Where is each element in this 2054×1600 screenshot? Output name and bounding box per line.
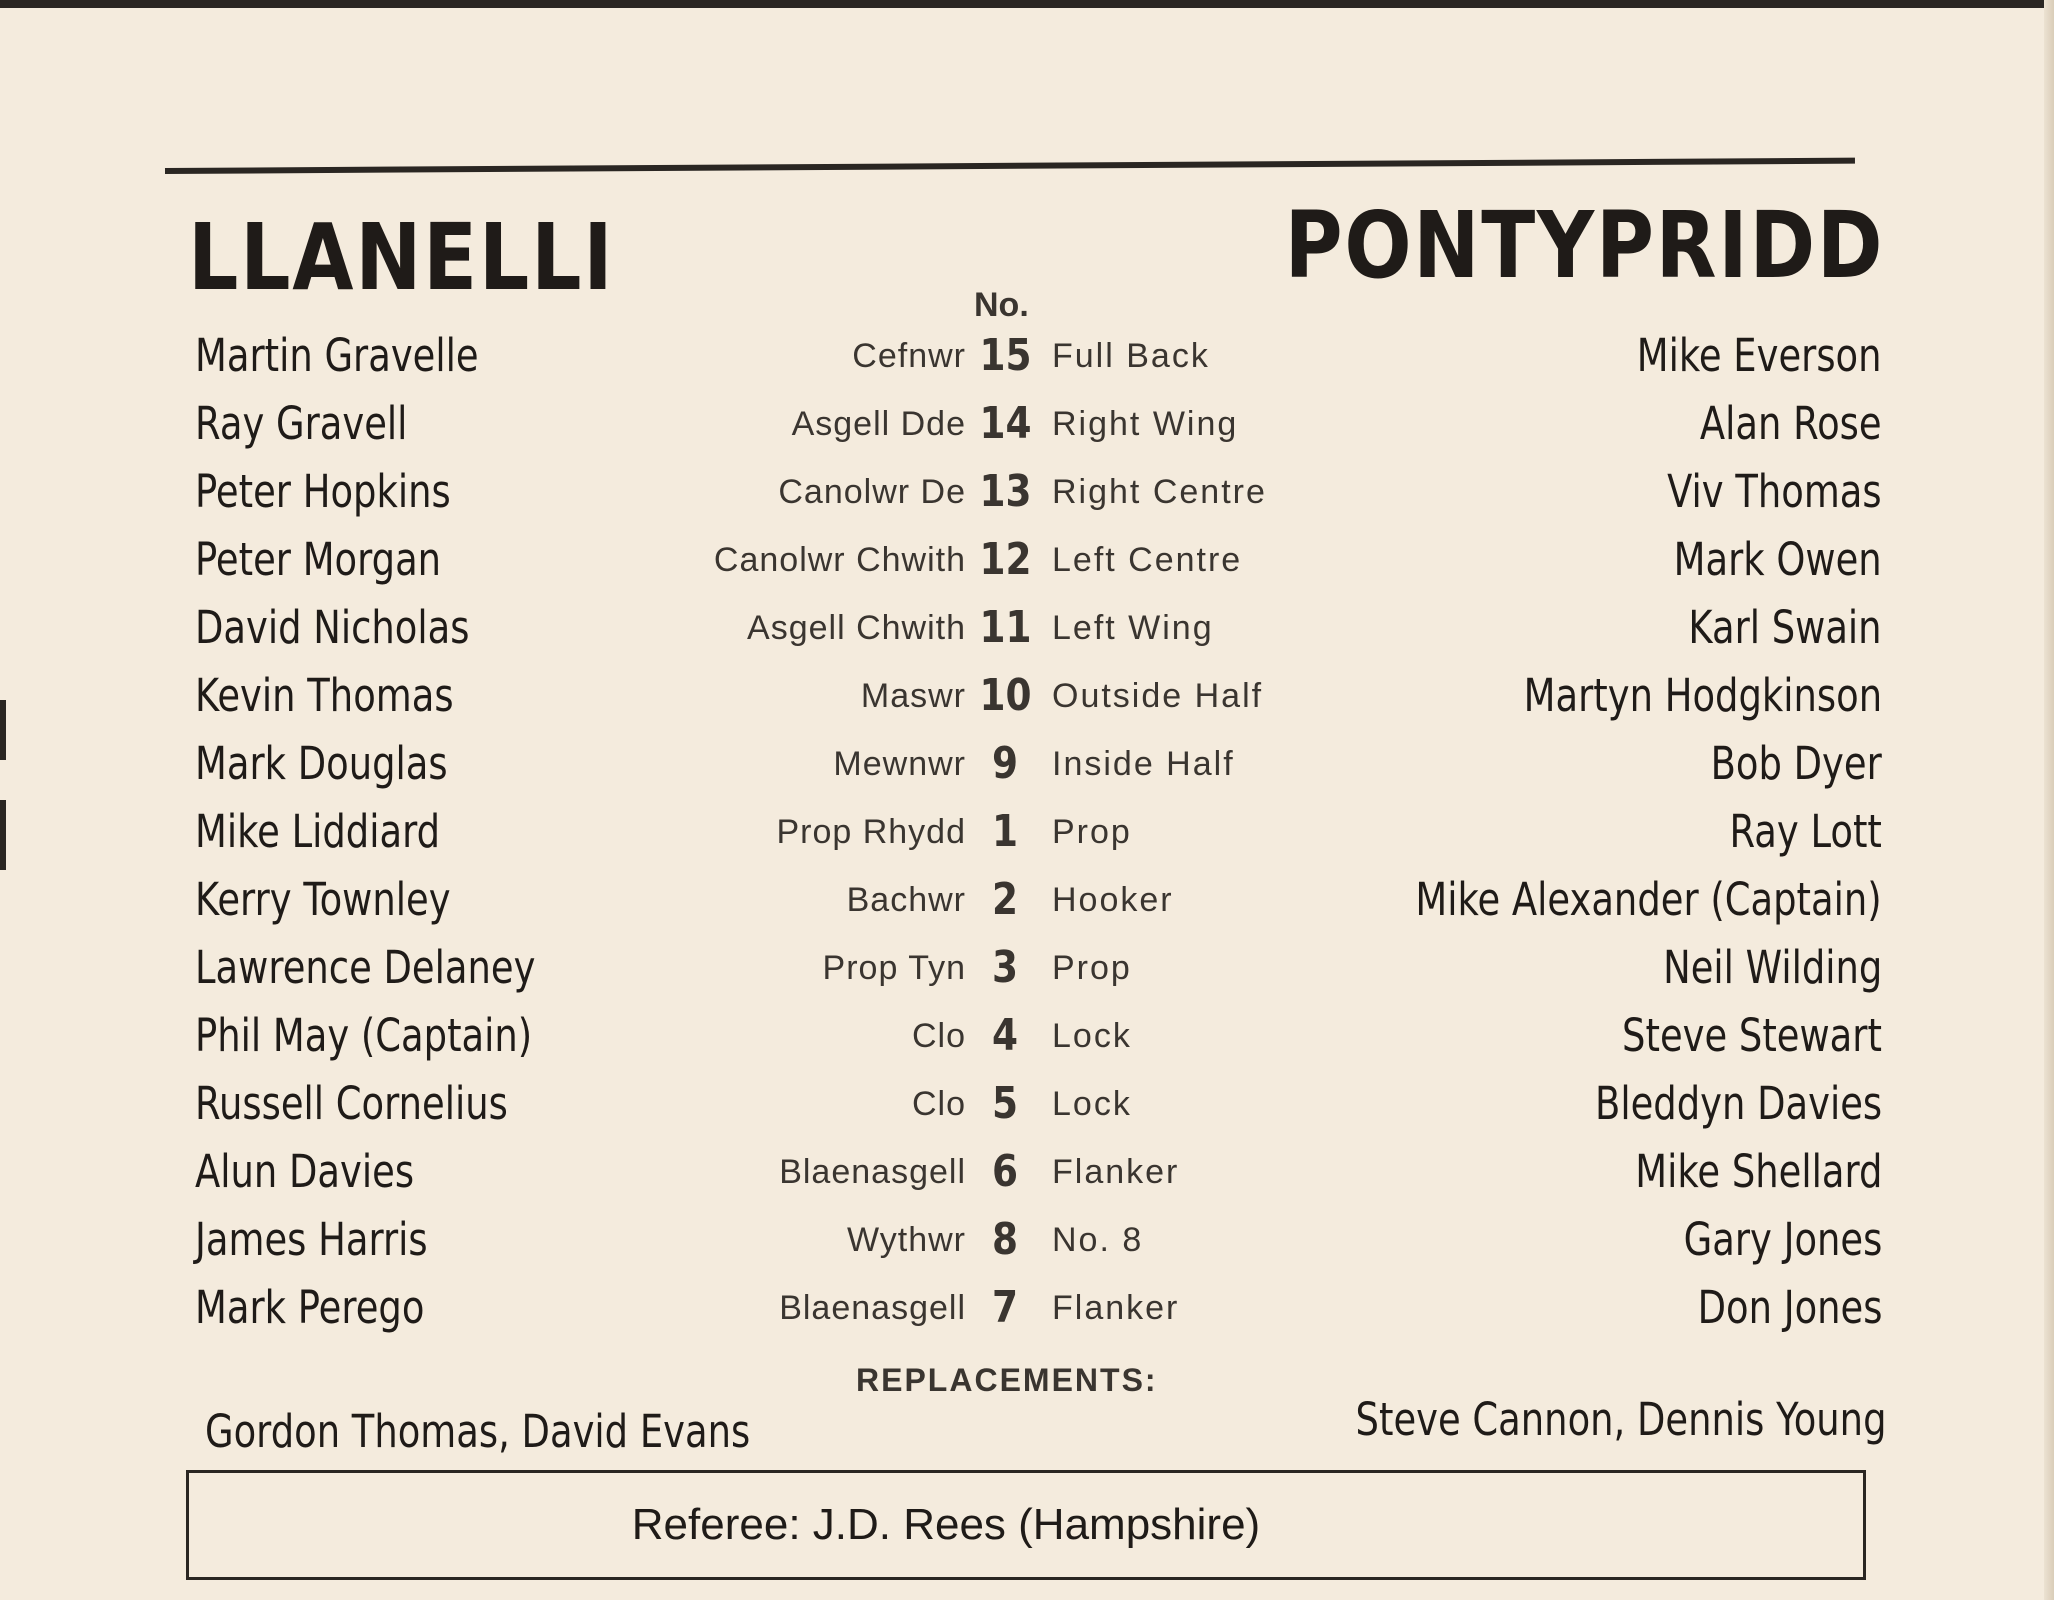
home-player-name: Kevin Thomas (195, 669, 454, 722)
away-player-name: Gary Jones (1683, 1213, 1882, 1266)
home-player-name: Mark Douglas (195, 737, 448, 790)
position-welsh: Cefnwr (852, 337, 966, 375)
away-player-name: Alan Rose (1700, 397, 1882, 450)
shirt-number: 4 (991, 1010, 1019, 1061)
position-english: Hooker (1052, 881, 1174, 919)
home-player-name: Peter Hopkins (195, 465, 451, 518)
shirt-number: 14 (979, 398, 1032, 449)
position-welsh: Wythwr (846, 1221, 966, 1259)
shirt-number: 9 (991, 738, 1019, 789)
number-column-header: No. (974, 286, 1029, 324)
away-player-name: Bleddyn Davies (1594, 1077, 1882, 1130)
referee-box (186, 1470, 1866, 1580)
lineup-row (0, 870, 2054, 930)
position-english: No. 8 (1052, 1221, 1144, 1259)
home-player-name: Mike Liddiard (195, 805, 441, 858)
away-player-name: Mike Everson (1637, 329, 1882, 382)
position-welsh: Mewnwr (833, 745, 966, 783)
position-welsh: Prop Tyn (822, 949, 966, 987)
shirt-number: 10 (979, 670, 1032, 721)
lineup-row (0, 394, 2054, 454)
lineup-row (0, 326, 2054, 386)
position-english: Inside Half (1052, 745, 1235, 783)
position-welsh: Maswr (860, 677, 966, 715)
home-player-name: Lawrence Delaney (195, 941, 536, 994)
away-player-name: Mark Owen (1673, 533, 1882, 586)
lineup-row (0, 938, 2054, 998)
away-player-name: Ray Lott (1729, 805, 1882, 858)
position-welsh: Clo (911, 1085, 966, 1123)
home-player-name: Russell Cornelius (195, 1077, 508, 1130)
replacements-label: REPLACEMENTS: (856, 1362, 1158, 1398)
lineup-row (0, 666, 2054, 726)
position-english: Right Centre (1052, 473, 1267, 511)
shirt-number: 3 (991, 942, 1019, 993)
position-english: Flanker (1052, 1153, 1180, 1191)
lineup-row (0, 1006, 2054, 1066)
away-player-name: Viv Thomas (1667, 465, 1882, 518)
home-player-name: Phil May (Captain) (195, 1009, 533, 1062)
position-welsh: Clo (911, 1017, 966, 1055)
position-welsh: Asgell Chwith (747, 609, 966, 647)
home-player-name: Alun Davies (195, 1145, 415, 1198)
shirt-number: 12 (979, 534, 1032, 585)
home-replacements: Gordon Thomas, David Evans (205, 1405, 751, 1458)
lineup-row (0, 1074, 2054, 1134)
home-player-name: Peter Morgan (195, 533, 442, 586)
lineup-row (0, 1142, 2054, 1202)
away-player-name: Karl Swain (1688, 601, 1882, 654)
shirt-number: 5 (991, 1078, 1019, 1129)
away-replacements: Steve Cannon, Dennis Young (1355, 1393, 1886, 1446)
shirt-number: 15 (979, 330, 1032, 381)
home-player-name: David Nicholas (195, 601, 470, 654)
position-english: Left Centre (1052, 541, 1243, 579)
away-player-name: Steve Stewart (1622, 1009, 1882, 1062)
lineup-row (0, 1278, 2054, 1338)
shirt-number: 2 (991, 874, 1019, 925)
shirt-number: 1 (991, 806, 1019, 857)
shirt-number: 6 (991, 1146, 1019, 1197)
home-player-name: James Harris (195, 1213, 428, 1266)
position-welsh: Canolwr De (778, 473, 966, 511)
shirt-number: 7 (991, 1282, 1019, 1333)
shirt-number: 8 (991, 1214, 1019, 1265)
header-rule (165, 158, 1855, 174)
home-player-name: Ray Gravell (195, 397, 408, 450)
away-player-name: Bob Dyer (1710, 737, 1882, 790)
away-team-title: PONTYPRIDD (1284, 192, 1884, 299)
away-player-name: Don Jones (1697, 1281, 1882, 1334)
home-player-name: Martin Gravelle (195, 329, 479, 382)
lineup-row (0, 802, 2054, 862)
shirt-number: 11 (979, 602, 1032, 653)
lineup-row (0, 530, 2054, 590)
position-welsh: Bachwr (846, 881, 966, 919)
position-english: Prop (1052, 949, 1132, 987)
home-team-title: LLANELLI (188, 204, 615, 311)
position-english: Lock (1052, 1085, 1132, 1123)
position-english: Full Back (1052, 337, 1210, 375)
position-english: Flanker (1052, 1289, 1180, 1327)
lineup-row (0, 734, 2054, 794)
away-player-name: Neil Wilding (1662, 941, 1882, 994)
position-english: Outside Half (1052, 677, 1264, 715)
shirt-number: 13 (979, 466, 1032, 517)
home-player-name: Kerry Townley (195, 873, 451, 926)
right-edge (2044, 0, 2054, 1600)
referee-text: Referee: J.D. Rees (Hampshire) (631, 1500, 1261, 1549)
position-english: Lock (1052, 1017, 1132, 1055)
position-welsh: Blaenasgell (779, 1289, 966, 1327)
home-player-name: Mark Perego (195, 1281, 425, 1334)
top-edge (0, 0, 2054, 8)
lineup-row (0, 1210, 2054, 1270)
away-player-name: Mike Alexander (Captain) (1415, 873, 1882, 926)
away-player-name: Mike Shellard (1634, 1145, 1882, 1198)
position-english: Left Wing (1052, 609, 1214, 647)
lineup-row (0, 462, 2054, 522)
position-welsh: Asgell Dde (791, 405, 966, 443)
lineup-row (0, 598, 2054, 658)
position-welsh: Canolwr Chwith (713, 541, 966, 579)
position-english: Prop (1052, 813, 1132, 851)
position-welsh: Prop Rhydd (776, 813, 966, 851)
away-player-name: Martyn Hodgkinson (1523, 669, 1882, 722)
position-english: Right Wing (1052, 405, 1239, 443)
position-welsh: Blaenasgell (779, 1153, 966, 1191)
